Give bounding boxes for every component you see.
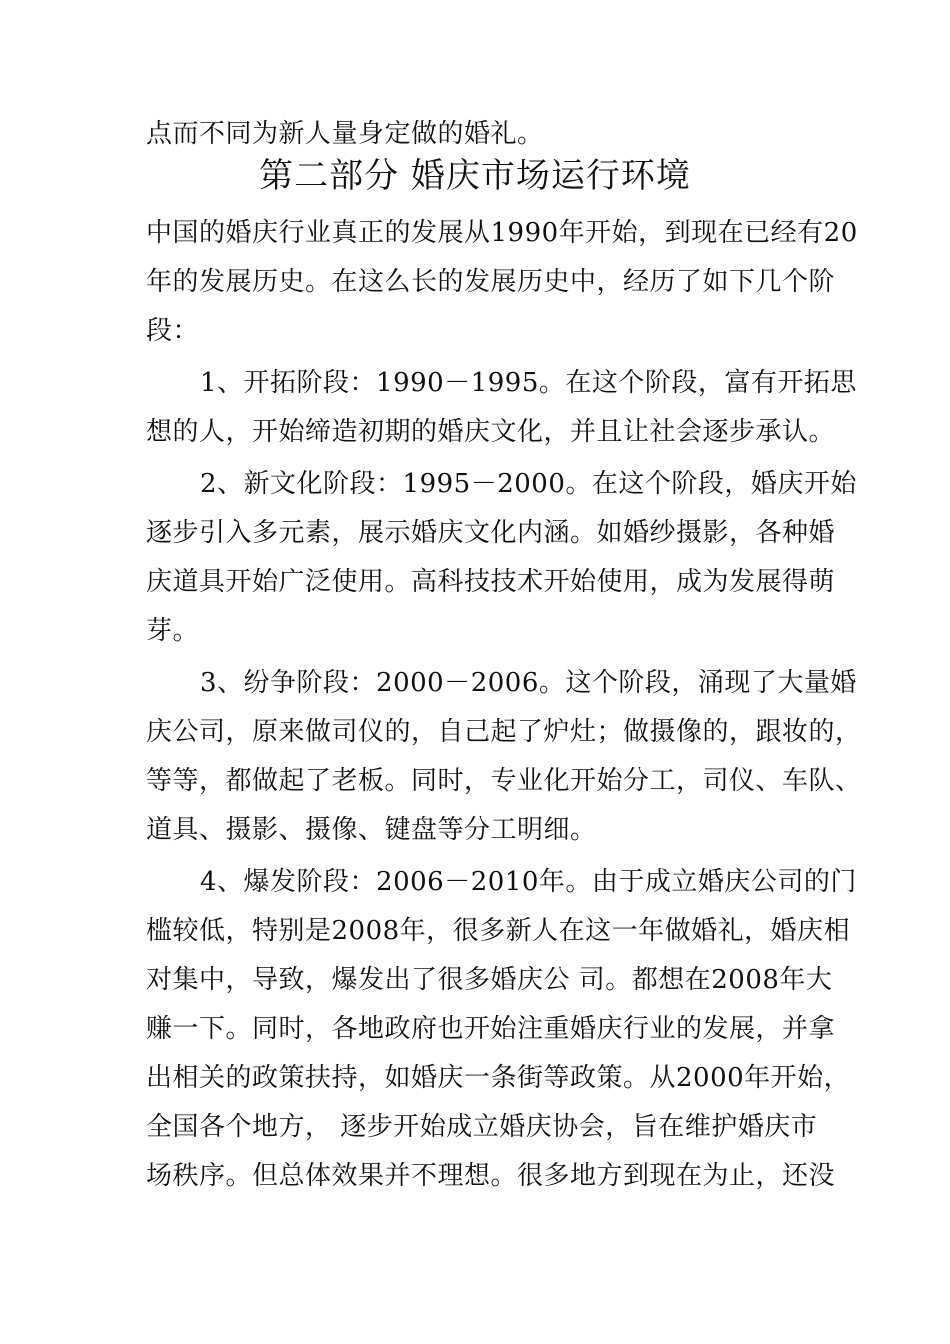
- paragraph-line: 全国各个地方， 逐步开始成立婚庆协会，旨在维护婚庆市: [146, 1112, 818, 1142]
- paragraph-line: 逐步引入多元素，展示婚庆文化内涵。如婚纱摄影，各种婚: [146, 518, 836, 548]
- paragraph-line: 2、新文化阶段：1995－2000。在这个阶段，婚庆开始: [200, 469, 857, 499]
- paragraph-line: 1、开拓阶段：1990－1995。在这个阶段，富有开拓思: [200, 368, 857, 398]
- paragraph-line: 对集中，导致，爆发出了很多婚庆公 司。都想在2008年大: [146, 965, 833, 995]
- paragraph-line: 场秩序。但总体效果并不理想。很多地方到现在为止，还没: [146, 1161, 836, 1191]
- paragraph-line: 4、爆发阶段：2006－2010年。由于成立婚庆公司的门: [200, 867, 857, 897]
- paragraph-line: 道具、摄影、摄像、键盘等分工明细。: [146, 815, 597, 845]
- paragraph-line: 3、纷争阶段：2000－2006。这个阶段，涌现了大量婚: [200, 668, 857, 698]
- paragraph-line: 出相关的政策扶持，如婚庆一条街等政策。从2000年开始，: [146, 1063, 851, 1093]
- paragraph-line: 中国的婚庆行业真正的发展从1990年开始，到现在已经有20: [146, 218, 858, 248]
- paragraph-line: 点而不同为新人量身定做的婚礼。: [146, 119, 544, 149]
- paragraph-line: 赚一下。同时，各地政府也开始注重婚庆行业的发展，并拿: [146, 1014, 836, 1044]
- paragraph-line: 槛较低，特别是2008年，很多新人在这一年做婚礼，婚庆相: [146, 916, 851, 946]
- paragraph-line: 等等，都做起了老板。同时，专业化开始分工，司仪、车队、: [146, 766, 862, 796]
- paragraph-line: 年的发展历史。在这么长的发展历史中，经历了如下几个阶: [146, 267, 836, 297]
- paragraph-line: 想的人，开始缔造初期的婚庆文化，并且让社会逐步承认。: [146, 417, 836, 447]
- paragraph-line: 芽。: [146, 616, 200, 646]
- paragraph-line: 庆公司，原来做司仪的，自己起了炉灶；做摄像的，跟妆的，: [146, 717, 862, 747]
- paragraph-line: 段：: [146, 316, 200, 346]
- paragraph-line: 庆道具开始广泛使用。高科技技术开始使用，成为发展得萌: [146, 567, 836, 597]
- section-heading: 第二部分 婚庆市场运行环境: [259, 156, 691, 196]
